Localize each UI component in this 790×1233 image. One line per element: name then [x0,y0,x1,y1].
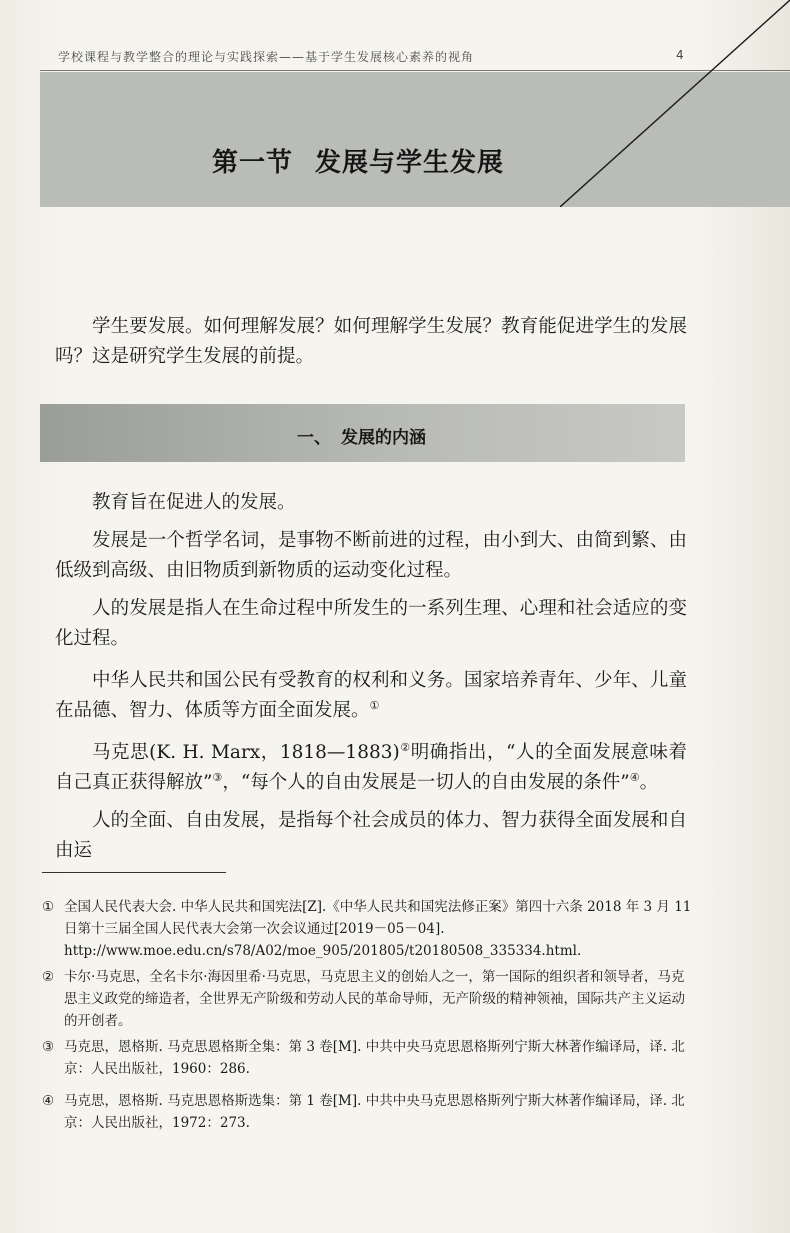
footnote-rule [42,872,226,873]
paragraph-5-part-d: 。 [639,772,659,793]
footnote-ref-1[interactable]: ① [369,698,380,712]
paragraph-5-part-a: 马克思(K. H. Marx，1818—1883) [92,742,400,763]
footnote-2 [42,966,692,1032]
banner-diagonal-line [560,0,790,207]
footnote-1-text: 全国人民代表大会. 中华人民共和国宪法[Z].《中华人民共和国宪法修正案》第四十六条 2018 年 3 月 11 日第十三届全国人民代表大会第一次会议通过[2019－05－04]. http://www.moe.edu.cn/s78/A02/moe_905/201805/t20180508_335334.html. [64,899,692,959]
footnote-ref-3[interactable]: ③ [212,770,223,784]
section-title: 发展与学生发展 [315,148,505,178]
paragraph-2: 发展是一个哲学名词，是事物不断前进的过程，由小到大、由简到繁、由低级到高级、由旧物质到新物质的运动变化过程。 [55,530,687,581]
paragraph-3: 人的发展是指人在生命过程中所发生的一系列生理、心理和社会适应的变化过程。 [55,598,687,649]
paragraph-6: 人的全面、自由发展，是指每个社会成员的体力、智力获得全面发展和自由运 [55,810,687,861]
footnote-2-text: 卡尔·马克思，全名卡尔·海因里希·马克思，马克思主义的创始人之一，第一国际的组织者和领导者，马克思主义政党的缔造者，全世界无产阶级和劳动人民的革命导师，无产阶级的精神领袖，国际共产主义运动的开创者。 [64,969,685,1029]
footnote-ref-2[interactable]: ② [399,740,411,754]
paragraph-4 [55,666,687,726]
footnote-3-marker: ③ [42,1039,55,1055]
footnote-3 [42,1036,692,1080]
section-heading [212,142,504,179]
subsection-heading [297,423,426,448]
footnote-4-marker: ④ [42,1093,55,1109]
footnote-2-marker: ② [42,969,55,985]
subsection-title: 发展的内涵 [341,428,426,448]
footnote-1 [42,896,692,962]
paragraph-5-part-c: ，“每个人的自由发展是一切人的自由发展的条件” [222,772,630,793]
subsection-number: 一、 [297,428,331,448]
footnote-1-marker: ① [42,899,55,915]
footnote-4-text: 马克思，恩格斯. 马克思恩格斯选集：第 1 卷[M]. 中共中央马克思恩格斯列宁斯大林著作编译局，译. 北京：人民出版社，1972：273. [64,1093,685,1131]
paragraph-5 [55,738,687,798]
intro-paragraph: 学生要发展。如何理解发展？如何理解学生发展？教育能促进学生的发展吗？这是研究学生发展的前提。 [55,316,687,367]
paragraph-4-text: 中华人民共和国公民有受教育的权利和义务。国家培养青年、少年、儿童在品德、智力、体质等方面全面发展。 [55,670,687,721]
page-number: 4 [676,48,684,62]
footnote-4 [42,1090,692,1134]
paragraph-5-part-b: 明确指出，“人的全面发展意味着自己真正获得解放” [55,742,687,793]
running-head: 学校课程与教学整合的理论与实践探索——基于学生发展核心素养的视角 [58,50,475,64]
section-number: 第一节 [212,148,294,178]
footnote-ref-4[interactable]: ④ [629,770,640,784]
paragraph-1: 教育旨在促进人的发展。 [92,492,296,513]
footnote-3-text: 马克思，恩格斯. 马克思恩格斯全集：第 3 卷[M]. 中共中央马克思恩格斯列宁斯大林著作编译局，译. 北京：人民出版社，1960：286. [64,1039,685,1077]
